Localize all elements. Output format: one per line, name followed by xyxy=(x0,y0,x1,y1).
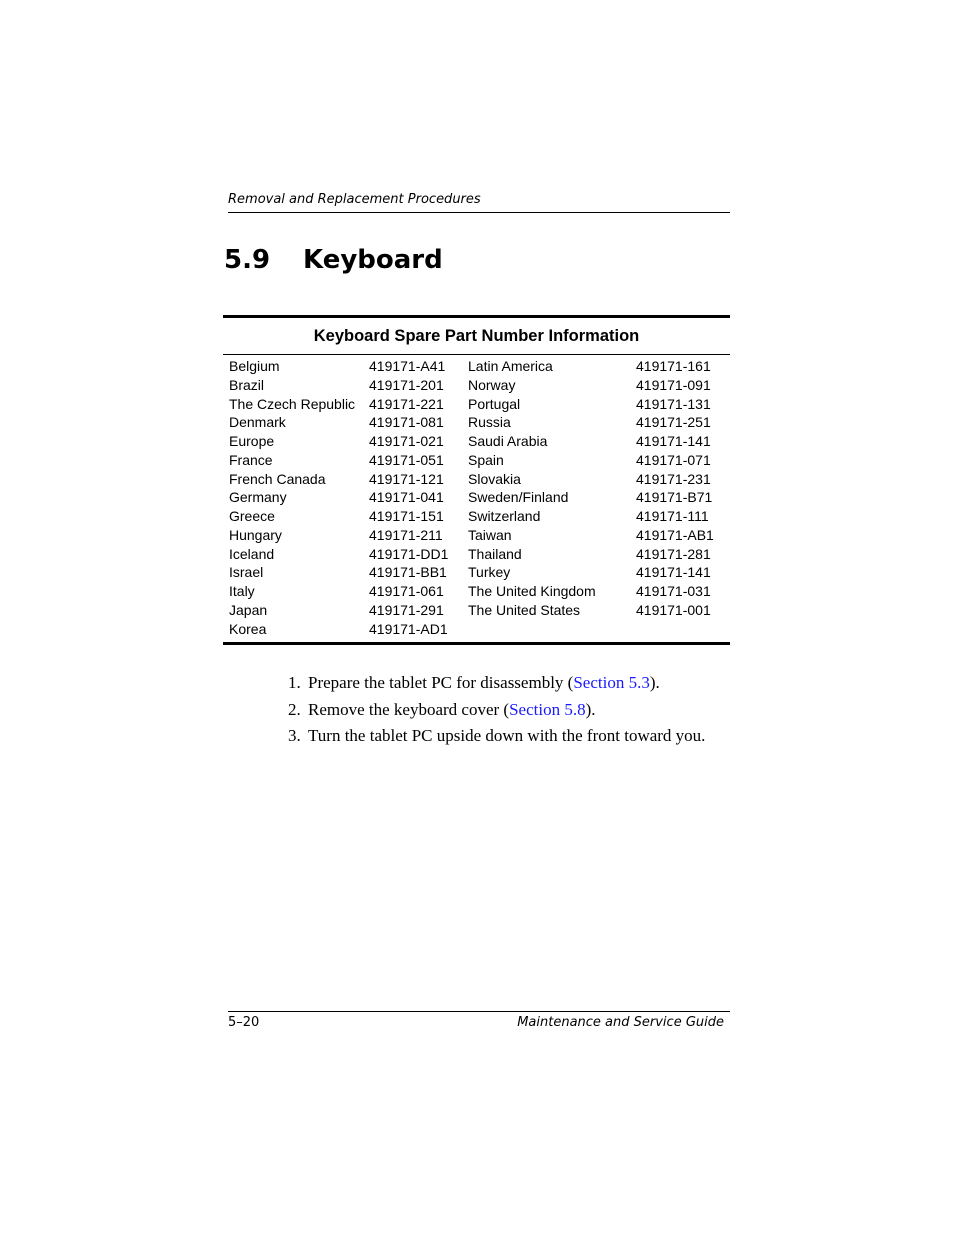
running-header-title: Removal and Replacement Procedures xyxy=(228,192,481,207)
table-row xyxy=(223,413,730,432)
part-number-cell: 419171-141 xyxy=(636,564,711,581)
part-number-cell: 419171-161 xyxy=(636,358,711,374)
country-cell: Norway xyxy=(468,376,516,393)
country-cell: Japan xyxy=(229,601,268,618)
country-cell: Spain xyxy=(468,451,504,468)
part-number-cell: 419171-021 xyxy=(369,433,444,449)
part-number-cell: 419171-031 xyxy=(636,583,711,599)
table-row xyxy=(223,488,730,507)
step-number: 1. xyxy=(288,673,301,692)
section-number: 5.9 xyxy=(224,245,271,275)
country-cell: The United States xyxy=(468,601,581,618)
table-row xyxy=(223,545,730,564)
table-row xyxy=(223,507,730,526)
country-cell: Greece xyxy=(229,508,275,524)
step-text-after: ). xyxy=(649,673,660,692)
table-row xyxy=(223,432,730,451)
country-cell: Brazil xyxy=(229,376,265,393)
part-number-cell: 419171-151 xyxy=(369,508,444,524)
country-cell: Korea xyxy=(229,620,267,637)
guide-title: Maintenance and Service Guide xyxy=(517,1015,724,1030)
country-cell: Russia xyxy=(468,414,511,431)
part-number-cell: 419171-071 xyxy=(636,451,711,468)
country-cell: Denmark xyxy=(229,414,286,431)
step-text xyxy=(308,723,705,749)
page-number: 5–20 xyxy=(228,1015,260,1030)
part-number-cell: 419171-281 xyxy=(636,545,711,562)
country-cell: Italy xyxy=(229,583,255,599)
part-number-cell: 419171-AB1 xyxy=(636,526,714,543)
table-body xyxy=(223,355,730,642)
country-cell: Thailand xyxy=(468,545,522,562)
step-text-before: Turn the tablet PC upside down with the front toward you. xyxy=(308,726,706,745)
table-row xyxy=(223,357,730,376)
part-number-cell: 419171-201 xyxy=(369,376,444,393)
country-cell: French Canada xyxy=(229,470,326,487)
section-heading xyxy=(224,240,443,280)
part-number-cell: 419171-DD1 xyxy=(369,545,449,562)
part-number-cell: 419171-111 xyxy=(636,508,709,524)
part-number-cell: 419171-081 xyxy=(369,414,444,431)
table-row xyxy=(223,451,730,470)
procedure-steps xyxy=(288,670,748,750)
country-cell: Iceland xyxy=(229,545,275,562)
part-number-cell: 419171-091 xyxy=(636,376,711,393)
country-cell: Turkey xyxy=(468,564,511,581)
part-number-cell: 419171-291 xyxy=(369,601,444,618)
country-cell: Europe xyxy=(229,433,275,449)
country-cell: Latin America xyxy=(468,358,553,374)
table-row xyxy=(223,376,730,395)
procedure-step xyxy=(288,670,748,697)
country-cell: Israel xyxy=(229,564,264,581)
table-row xyxy=(223,470,730,489)
part-number-cell: 419171-211 xyxy=(369,526,443,543)
section-title: Keyboard xyxy=(303,245,443,275)
table-row xyxy=(223,526,730,545)
part-number-cell: 419171-A41 xyxy=(369,358,446,374)
part-number-cell: 419171-251 xyxy=(636,414,711,431)
table-row xyxy=(223,395,730,414)
country-cell: Slovakia xyxy=(468,470,521,487)
country-cell: The United Kingdom xyxy=(468,583,596,599)
step-text xyxy=(308,670,660,696)
step-number: 3. xyxy=(288,726,301,745)
part-number-cell: 419171-221 xyxy=(369,395,444,412)
part-number-cell: 419171-051 xyxy=(369,451,444,468)
part-number-cell: 419171-041 xyxy=(369,489,444,506)
section-link[interactable]: Section 5.3 xyxy=(573,673,650,692)
part-number-cell: 419171-061 xyxy=(369,583,444,599)
country-cell: Portugal xyxy=(468,395,521,412)
step-number: 2. xyxy=(288,699,301,719)
step-text-before: Prepare the tablet PC for disassembly ( xyxy=(308,673,574,692)
procedure-step xyxy=(288,697,748,724)
part-number-cell: 419171-BB1 xyxy=(369,564,447,581)
table-title: Keyboard Spare Part Number Information xyxy=(223,318,730,355)
part-number-cell: 419171-141 xyxy=(636,433,711,449)
table-row xyxy=(223,620,730,639)
part-number-cell: 419171-121 xyxy=(369,470,444,487)
table-row xyxy=(223,563,730,582)
part-number-cell: 419171-131 xyxy=(636,395,711,412)
table-row xyxy=(223,582,730,601)
country-cell: France xyxy=(229,451,273,468)
country-cell: The Czech Republic xyxy=(229,395,356,412)
step-text-before: Remove the keyboard cover ( xyxy=(308,699,510,719)
table-row xyxy=(223,601,730,620)
section-link[interactable]: Section 5.8 xyxy=(509,699,586,719)
running-footer xyxy=(228,1011,730,1034)
running-header xyxy=(228,191,730,213)
country-cell: Belgium xyxy=(229,358,280,374)
part-number-cell: 419171-B71 xyxy=(636,489,713,506)
country-cell: Hungary xyxy=(229,526,282,543)
part-number-cell: 419171-AD1 xyxy=(369,620,448,637)
part-number-cell: 419171-231 xyxy=(636,470,711,487)
step-text xyxy=(308,697,596,723)
country-cell: Switzerland xyxy=(468,508,541,524)
spare-part-table xyxy=(223,315,730,645)
country-cell: Germany xyxy=(229,489,287,506)
country-cell: Sweden/Finland xyxy=(468,489,569,506)
part-number-cell: 419171-001 xyxy=(636,601,711,618)
step-text-after: ). xyxy=(585,699,596,719)
procedure-step xyxy=(288,723,748,750)
country-cell: Taiwan xyxy=(468,526,512,543)
country-cell: Saudi Arabia xyxy=(468,433,548,449)
